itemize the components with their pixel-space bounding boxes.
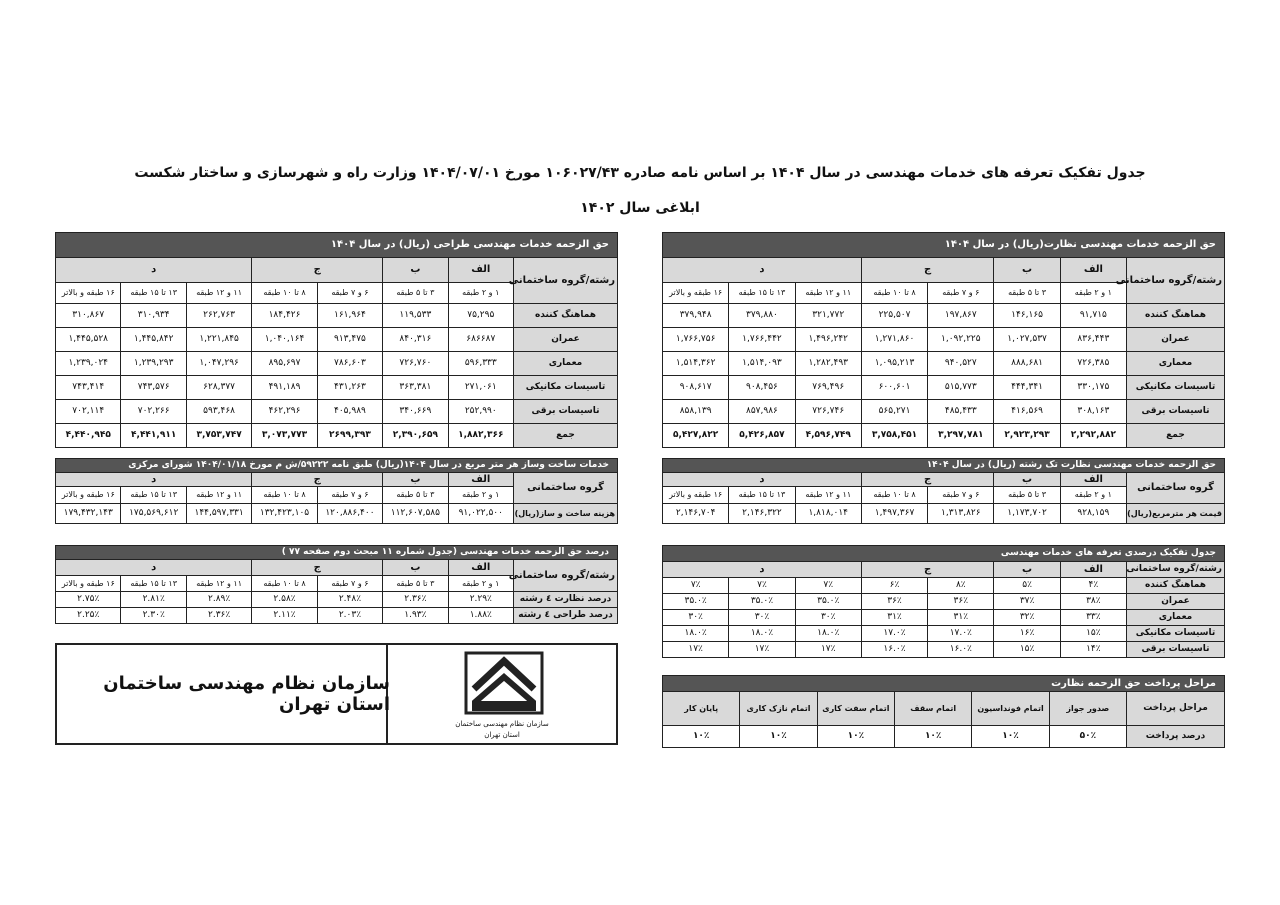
table-row	[663, 376, 1225, 400]
floor-header: ۸ تا ۱۰ طبقه	[252, 487, 317, 504]
floor-header: ۱۳ تا ۱۵ طبقه	[729, 487, 795, 504]
stage-header: اتمام سفت کاری	[817, 692, 894, 726]
supervision-corner: رشته/گروه ساختمانی	[1127, 258, 1225, 304]
table-row	[56, 328, 618, 352]
stage-value: ۱۰٪	[663, 726, 740, 748]
table-row	[663, 594, 1225, 610]
table-cell: ۱۳۲,۴۲۳,۱۰۵	[252, 504, 317, 524]
stages-label: درصد پرداخت	[1127, 726, 1225, 748]
table-cell: ۳۱۰,۸۶۷	[56, 304, 121, 328]
table-cell: ۴,۵۹۶,۷۴۹	[795, 424, 861, 448]
table-cell: ۱,۱۷۳,۷۰۲	[994, 504, 1060, 524]
group-header: ب	[383, 560, 448, 576]
table-cell: ۳۳۰,۱۷۵	[1060, 376, 1126, 400]
table-cell: ۱۵٪	[1060, 626, 1126, 642]
table-cell: ۷۵,۲۹۵	[448, 304, 513, 328]
table-cell: ۳۴۰,۶۶۹	[383, 400, 448, 424]
table-cell: ۲.۴۸٪	[317, 592, 382, 608]
table-cell: ۱,۴۴۵,۵۲۸	[56, 328, 121, 352]
table-row	[56, 424, 618, 448]
table-cell: ۱۷۵,۵۶۹,۶۱۲	[121, 504, 186, 524]
table-cell: ۱,۲۳۹,۰۲۴	[56, 352, 121, 376]
table-cell: ۴,۴۴۱,۹۱۱	[121, 424, 186, 448]
table-cell: ۱,۰۲۷,۵۳۷	[994, 328, 1060, 352]
table-row	[663, 578, 1225, 594]
table-cell: ۱,۵۱۴,۳۶۲	[663, 352, 729, 376]
percent-design-corner: رشته/گروه ساختمانی	[514, 560, 618, 592]
design-body	[56, 304, 618, 448]
page-title: جدول تفکیک تعرفه های خدمات مهندسی در سال ۱۴۰۴ بر اساس نامه صادره ۱۰۶۰۲۷/۴۳ مورخ ۱۴۰۴/۰۷/۰۱ وزارت راه و شهرسازی و ساختار شکست	[134, 165, 1146, 181]
table-cell: ۱,۸۸۲,۳۶۶	[448, 424, 513, 448]
table-cell: ۹۱,۰۲۲,۵۰۰	[448, 504, 513, 524]
table-cell: ۹۴۰,۵۲۷	[928, 352, 994, 376]
table-row	[56, 304, 618, 328]
row-label: تاسیسات برقی	[1127, 642, 1225, 658]
group-header: د	[56, 473, 252, 487]
table-cell: ۱۸.۰٪	[663, 626, 729, 642]
table-cell: ۲۶۲,۷۶۳	[186, 304, 251, 328]
table-cell: ۱,۰۹۵,۲۱۳	[861, 352, 927, 376]
table-cell: ۱۱۲,۶۰۷,۵۸۵	[383, 504, 448, 524]
table-cell: ۱,۳۱۳,۸۲۶	[928, 504, 994, 524]
table-cell: ۱,۲۳۹,۲۹۳	[121, 352, 186, 376]
floor-header: ۱ و ۲ طبقه	[1060, 283, 1126, 304]
single-table	[662, 458, 1225, 524]
table-cell: ۱۷٪	[663, 642, 729, 658]
row-label: تاسیسات مکانیکی	[1127, 626, 1225, 642]
table-row	[56, 608, 618, 624]
table-cell: ۳,۷۵۸,۴۵۱	[861, 424, 927, 448]
table-cell: ۹۰۸,۴۵۶	[729, 376, 795, 400]
floor-header: ۱۳ تا ۱۵ طبقه	[729, 283, 795, 304]
table-cell: ۱,۲۲۱,۸۴۵	[186, 328, 251, 352]
table-cell: ۸۴۰,۳۱۶	[383, 328, 448, 352]
table-cell: ۱.۹۳٪	[383, 608, 448, 624]
group-header: د	[56, 560, 252, 576]
design-title: حق الزحمه خدمات مهندسی طراحی (ریال) در سال ۱۴۰۴	[56, 233, 618, 258]
table-cell: ۵۹۶,۳۳۳	[448, 352, 513, 376]
building-logo-icon	[388, 645, 616, 743]
table-row	[56, 504, 618, 524]
table-cell: ۱,۷۶۶,۴۴۲	[729, 328, 795, 352]
floor-header: ۸ تا ۱۰ طبقه	[861, 487, 927, 504]
table-cell: ۲.۲۹٪	[448, 592, 513, 608]
table-cell: ۳,۷۵۳,۷۴۷	[186, 424, 251, 448]
floor-header: ۶ و ۷ طبقه	[317, 283, 382, 304]
table-cell: ۳۱۰,۹۳۴	[121, 304, 186, 328]
table-cell: ۱۵٪	[994, 642, 1060, 658]
table-cell: ۱۲۰,۸۸۶,۴۰۰	[317, 504, 382, 524]
floor-header: ۱ و ۲ طبقه	[448, 487, 513, 504]
table-cell: ۷۰۲,۱۱۴	[56, 400, 121, 424]
row-label: هماهنگ کننده	[1127, 578, 1225, 594]
table-cell: ۵۹۳,۴۶۸	[186, 400, 251, 424]
table-cell: ۷۲۶,۷۴۶	[795, 400, 861, 424]
table-cell: ۱۷.۰٪	[928, 626, 994, 642]
floor-header: ۳ تا ۵ طبقه	[383, 487, 448, 504]
percent-design-table	[55, 545, 618, 624]
design-corner: رشته/گروه ساختمانی	[514, 258, 618, 304]
table-cell: ۵,۴۲۷,۸۲۲	[663, 424, 729, 448]
table-cell: ۹۲۸,۱۵۹	[1060, 504, 1126, 524]
row-label: جمع	[514, 424, 618, 448]
table-cell: ۸۳۶,۴۴۳	[1060, 328, 1126, 352]
table-cell: ۷٪	[795, 578, 861, 594]
table-cell: ۱۱۹,۵۳۳	[383, 304, 448, 328]
group-header: ب	[994, 258, 1060, 283]
floor-header: ۱۱ و ۱۲ طبقه	[795, 283, 861, 304]
table-cell: ۷۲۶,۷۶۰	[383, 352, 448, 376]
table-cell: ۳۵.۰٪	[795, 594, 861, 610]
group-header: ج	[861, 473, 994, 487]
table-cell: ۱۷٪	[729, 642, 795, 658]
table-row	[663, 626, 1225, 642]
table-cell: ۳۱٪	[861, 610, 927, 626]
table-cell: ۲,۱۴۶,۳۲۲	[729, 504, 795, 524]
floor-header: ۱۱ و ۱۲ طبقه	[795, 487, 861, 504]
table-cell: ۱۸.۰٪	[729, 626, 795, 642]
table-cell: ۱۶.۰٪	[928, 642, 994, 658]
logo-caption-1: سازمان نظام مهندسی ساختمان	[455, 720, 549, 728]
table-cell: ۹۰۸,۶۱۷	[663, 376, 729, 400]
table-cell: ۲.۸۹٪	[186, 592, 251, 608]
row-label: عمران	[1127, 594, 1225, 610]
single-body	[663, 504, 1225, 524]
table-cell: ۷۶۹,۴۹۶	[795, 376, 861, 400]
group-header: ب	[994, 562, 1060, 578]
row-label: معماری	[514, 352, 618, 376]
table-cell: ۴۹۱,۱۸۹	[252, 376, 317, 400]
single-corner: گروه ساختمانی	[1127, 473, 1225, 504]
table-cell: ۱,۲۷۱,۸۶۰	[861, 328, 927, 352]
row-label: درصد نظارت ٤ رشته	[514, 592, 618, 608]
percent-break-corner: رشته/گروه ساختمانی	[1127, 562, 1225, 578]
row-label: عمران	[514, 328, 618, 352]
group-header: د	[663, 562, 862, 578]
table-row	[663, 424, 1225, 448]
table-cell: ۲,۹۲۳,۲۹۳	[994, 424, 1060, 448]
table-cell: ۳۶۳,۳۸۱	[383, 376, 448, 400]
table-row	[56, 592, 618, 608]
table-cell: ۲۲۵,۵۰۷	[861, 304, 927, 328]
table-cell: ۱,۰۴۷,۲۹۶	[186, 352, 251, 376]
floor-header: ۳ تا ۵ طبقه	[994, 283, 1060, 304]
table-cell: ۳۱٪	[928, 610, 994, 626]
table-cell: ۵۶۵,۲۷۱	[861, 400, 927, 424]
table-cell: ۱,۸۱۸,۰۱۴	[795, 504, 861, 524]
table-cell: ۱,۲۸۲,۴۹۳	[795, 352, 861, 376]
row-label: جمع	[1127, 424, 1225, 448]
table-row	[663, 328, 1225, 352]
floor-header: ۱ و ۲ طبقه	[1060, 487, 1126, 504]
table-cell: ۸۸۸,۶۸۱	[994, 352, 1060, 376]
floor-header: ۳ تا ۵ طبقه	[383, 283, 448, 304]
table-cell: ۴۱۶,۵۶۹	[994, 400, 1060, 424]
table-cell: ۳,۰۷۳,۷۷۳	[252, 424, 317, 448]
table-cell: ۳۳٪	[1060, 610, 1126, 626]
group-header: الف	[1060, 562, 1126, 578]
floor-header: ۱۶ طبقه و بالاتر	[663, 487, 729, 504]
table-cell: ۱,۴۹۶,۲۴۲	[795, 328, 861, 352]
table-cell: ۳۰٪	[729, 610, 795, 626]
floor-header: ۸ تا ۱۰ طبقه	[252, 576, 317, 592]
table-cell: ۲.۰۳٪	[317, 608, 382, 624]
group-header: الف	[448, 560, 513, 576]
table-cell: ۷۸۶,۶۰۳	[317, 352, 382, 376]
table-cell: ۸۹۵,۶۹۷	[252, 352, 317, 376]
table-cell: ۳۶٪	[861, 594, 927, 610]
floor-header: ۱۱ و ۱۲ طبقه	[186, 487, 251, 504]
floor-header: ۱۳ تا ۱۵ طبقه	[121, 576, 186, 592]
row-label: هماهنگ کننده	[1127, 304, 1225, 328]
table-cell: ۹۱,۷۱۵	[1060, 304, 1126, 328]
stages-value-row	[663, 726, 1225, 748]
floor-header: ۶ و ۷ طبقه	[928, 487, 994, 504]
row-label: عمران	[1127, 328, 1225, 352]
percent-design-body	[56, 592, 618, 624]
supervision-body	[663, 304, 1225, 448]
group-header: د	[663, 258, 862, 283]
group-header: ب	[994, 473, 1060, 487]
organization-logo	[386, 645, 616, 743]
table-row	[56, 400, 618, 424]
table-cell: ۵۱۵,۷۷۳	[928, 376, 994, 400]
floor-header: ۳ تا ۵ طبقه	[383, 576, 448, 592]
table-cell: ۷٪	[729, 578, 795, 594]
table-cell: ۷٪	[663, 578, 729, 594]
table-row	[663, 642, 1225, 658]
table-cell: ۳۰٪	[663, 610, 729, 626]
floor-header: ۶ و ۷ طبقه	[317, 576, 382, 592]
group-header: الف	[448, 473, 513, 487]
table-cell: ۱۷.۰٪	[861, 626, 927, 642]
table-cell: ۴,۴۴۰,۹۴۵	[56, 424, 121, 448]
table-cell: ۱۴۶,۱۶۵	[994, 304, 1060, 328]
table-cell: ۸٪	[928, 578, 994, 594]
table-cell: ۲.۵۸٪	[252, 592, 317, 608]
table-cell: ۱۴۴,۵۹۷,۳۳۱	[186, 504, 251, 524]
row-label: معماری	[1127, 352, 1225, 376]
single-title: حق الزحمه خدمات مهندسی نظارت تک رشته (ریال) در سال ۱۴۰۴	[663, 459, 1225, 473]
table-cell: ۶۲۸,۳۷۷	[186, 376, 251, 400]
floor-header: ۱۱ و ۱۲ طبقه	[186, 576, 251, 592]
table-cell: ۷۴۳,۵۷۶	[121, 376, 186, 400]
table-cell: ۲.۷۵٪	[56, 592, 121, 608]
floor-header: ۶ و ۷ طبقه	[928, 283, 994, 304]
table-cell: ۱۷٪	[795, 642, 861, 658]
stage-header: اتمام نازک کاری	[740, 692, 817, 726]
floor-header: ۱۶ طبقه و بالاتر	[663, 283, 729, 304]
table-cell: ۷۲۶,۳۸۵	[1060, 352, 1126, 376]
table-row	[663, 400, 1225, 424]
floor-header: ۸ تا ۱۰ طبقه	[861, 283, 927, 304]
floor-header: ۱ و ۲ طبقه	[448, 283, 513, 304]
table-cell: ۳۸٪	[1060, 594, 1126, 610]
table-cell: ۳۵.۰٪	[729, 594, 795, 610]
table-cell: ۶۰۰,۶۰۱	[861, 376, 927, 400]
table-row	[56, 376, 618, 400]
group-header: ج	[861, 258, 994, 283]
table-row	[663, 504, 1225, 524]
construction-body	[56, 504, 618, 524]
stages-corner: مراحل پرداخت	[1127, 692, 1225, 726]
table-cell: ۱۶۱,۹۶۴	[317, 304, 382, 328]
table-cell: ۲,۳۹۰,۶۵۹	[383, 424, 448, 448]
group-header: ج	[252, 560, 383, 576]
stage-value: ۱۰٪	[972, 726, 1049, 748]
row-label: تاسیسات مکانیکی	[514, 376, 618, 400]
floor-header: ۱۳ تا ۱۵ طبقه	[121, 487, 186, 504]
table-cell: ۲.۲۵٪	[56, 608, 121, 624]
group-header: د	[56, 258, 252, 283]
table-cell: ۱.۸۸٪	[448, 608, 513, 624]
table-cell: ۳۷۹,۹۴۸	[663, 304, 729, 328]
group-header: الف	[1060, 258, 1126, 283]
table-cell: ۷۰۲,۲۶۶	[121, 400, 186, 424]
table-cell: ۱۴٪	[1060, 642, 1126, 658]
percent-break-title: جدول تفکیک درصدی تعرفه های خدمات مهندسی	[663, 546, 1225, 562]
table-row	[663, 610, 1225, 626]
table-cell: ۲.۳۶٪	[186, 608, 251, 624]
table-cell: ۵,۴۲۶,۸۵۷	[729, 424, 795, 448]
table-cell: ۳,۲۹۷,۷۸۱	[928, 424, 994, 448]
stage-header: پایان کار	[663, 692, 740, 726]
table-cell: ۶٪	[861, 578, 927, 594]
stage-value: ۱۰٪	[740, 726, 817, 748]
group-header: ب	[383, 473, 448, 487]
stages-header-row	[663, 692, 1225, 726]
row-label: هماهنگ کننده	[514, 304, 618, 328]
organization-box	[55, 643, 618, 745]
floor-header: ۱۶ طبقه و بالاتر	[56, 576, 121, 592]
stage-value: ۱۰٪	[817, 726, 894, 748]
row-label: تاسیسات برقی	[1127, 400, 1225, 424]
table-cell: ۱۸۴,۴۲۶	[252, 304, 317, 328]
group-header: ج	[252, 473, 383, 487]
row-label: درصد طراحی ٤ رشته	[514, 608, 618, 624]
row-label: معماری	[1127, 610, 1225, 626]
construction-table	[55, 458, 618, 524]
table-cell: ۳۶٪	[928, 594, 994, 610]
stages-table	[662, 675, 1225, 748]
stage-header: صدور جواز	[1049, 692, 1126, 726]
stages-title: مراحل پرداخت حق الزحمه نظارت	[663, 676, 1225, 692]
table-cell: ۳۰٪	[795, 610, 861, 626]
group-header: الف	[448, 258, 513, 283]
table-cell: ۱۶.۰٪	[861, 642, 927, 658]
percent-break-table	[662, 545, 1225, 658]
table-cell: ۱,۰۴۰,۱۶۴	[252, 328, 317, 352]
supervision-title: حق الزحمه خدمات مهندسی نظارت(ریال) در سال ۱۴۰۴	[663, 233, 1225, 258]
table-cell: ۱,۷۶۶,۷۵۶	[663, 328, 729, 352]
row-label: قیمت هر مترمربع(ریال)	[1127, 504, 1225, 524]
table-cell: ۳۷۹,۸۸۰	[729, 304, 795, 328]
table-cell: ۳۰۸,۱۶۳	[1060, 400, 1126, 424]
table-cell: ۴۴۴,۳۴۱	[994, 376, 1060, 400]
table-cell: ۱,۰۹۲,۲۲۵	[928, 328, 994, 352]
table-cell: ۷۴۳,۴۱۴	[56, 376, 121, 400]
row-label: تاسیسات برقی	[514, 400, 618, 424]
table-cell: ۳۲۱,۷۷۲	[795, 304, 861, 328]
stage-value: ۵۰٪	[1049, 726, 1126, 748]
group-header: الف	[1060, 473, 1126, 487]
floor-header: ۸ تا ۱۰ طبقه	[252, 283, 317, 304]
row-label: هزینه ساخت و ساز(ریال)	[514, 504, 618, 524]
table-cell: ۲.۱۱٪	[252, 608, 317, 624]
table-cell: ۱۷۹,۴۳۲,۱۴۳	[56, 504, 121, 524]
floor-header: ۱۱ و ۱۲ طبقه	[186, 283, 251, 304]
stage-header: اتمام سقف	[895, 692, 972, 726]
table-cell: ۶۸۶۶۸۷	[448, 328, 513, 352]
table-cell: ۱,۵۱۴,۰۹۳	[729, 352, 795, 376]
floor-header: ۱۶ طبقه و بالاتر	[56, 283, 121, 304]
table-cell: ۲,۲۹۲,۸۸۲	[1060, 424, 1126, 448]
table-cell: ۲۷۱,۰۶۱	[448, 376, 513, 400]
group-header: د	[663, 473, 862, 487]
construction-title: خدمات ساخت وساز هر متر مربع در سال ۱۴۰۴(ریال) طبق نامه ۵۹۲۲۲/ش م مورخ ۱۴۰۴/۰۱/۱۸ شورای مرکزی	[56, 459, 618, 473]
group-header: ب	[383, 258, 448, 283]
stage-value: ۱۰٪	[895, 726, 972, 748]
table-cell: ۲۵۲,۹۹۰	[448, 400, 513, 424]
table-cell: ۱۸.۰٪	[795, 626, 861, 642]
supervision-table	[662, 232, 1225, 448]
page-subtitle: ابلاغی سال ۱۴۰۲	[580, 200, 700, 216]
table-cell: ۸۵۷,۹۸۶	[729, 400, 795, 424]
stage-header: اتمام فونداسیون	[972, 692, 1049, 726]
group-header: ج	[861, 562, 994, 578]
floor-header: ۱۶ طبقه و بالاتر	[56, 487, 121, 504]
floor-header: ۶ و ۷ طبقه	[317, 487, 382, 504]
table-cell: ۴۶۲,۲۹۶	[252, 400, 317, 424]
table-cell: ۵٪	[994, 578, 1060, 594]
percent-design-title: درصد حق الزحمه خدمات مهندسی (جدول شماره ۱۱ مبحث دوم صفحه ۷۷ )	[56, 546, 618, 560]
table-cell: ۲۶۹۹,۳۹۳	[317, 424, 382, 448]
table-cell: ۴٪	[1060, 578, 1126, 594]
percent-break-body	[663, 578, 1225, 658]
row-label: تاسیسات مکانیکی	[1127, 376, 1225, 400]
table-cell: ۹۱۳,۴۷۵	[317, 328, 382, 352]
table-cell: ۱۹۷,۸۶۷	[928, 304, 994, 328]
table-cell: ۴۳۱,۲۶۳	[317, 376, 382, 400]
table-cell: ۲.۸۱٪	[121, 592, 186, 608]
table-row	[663, 352, 1225, 376]
table-cell: ۱۶٪	[994, 626, 1060, 642]
logo-caption-2: استان تهران	[484, 731, 520, 739]
table-cell: ۲.۳۰٪	[121, 608, 186, 624]
table-cell: ۲,۱۴۶,۷۰۴	[663, 504, 729, 524]
organization-name: سازمان نظام مهندسی ساختمان استان تهران	[103, 673, 390, 715]
table-cell: ۴۸۵,۴۳۳	[928, 400, 994, 424]
table-row	[663, 304, 1225, 328]
table-cell: ۱,۴۴۵,۸۴۲	[121, 328, 186, 352]
table-cell: ۱,۴۹۷,۳۶۷	[861, 504, 927, 524]
floor-header: ۳ تا ۵ طبقه	[994, 487, 1060, 504]
table-cell: ۲.۳۶٪	[383, 592, 448, 608]
table-cell: ۳۷٪	[994, 594, 1060, 610]
table-cell: ۴۰۵,۹۸۹	[317, 400, 382, 424]
table-cell: ۳۲٪	[994, 610, 1060, 626]
floor-header: ۱۳ تا ۱۵ طبقه	[121, 283, 186, 304]
table-cell: ۳۵.۰٪	[663, 594, 729, 610]
table-row	[56, 352, 618, 376]
design-table	[55, 232, 618, 448]
construction-corner: گروه ساختمانی	[514, 473, 618, 504]
table-cell: ۸۵۸,۱۳۹	[663, 400, 729, 424]
floor-header: ۱ و ۲ طبقه	[448, 576, 513, 592]
group-header: ج	[252, 258, 383, 283]
